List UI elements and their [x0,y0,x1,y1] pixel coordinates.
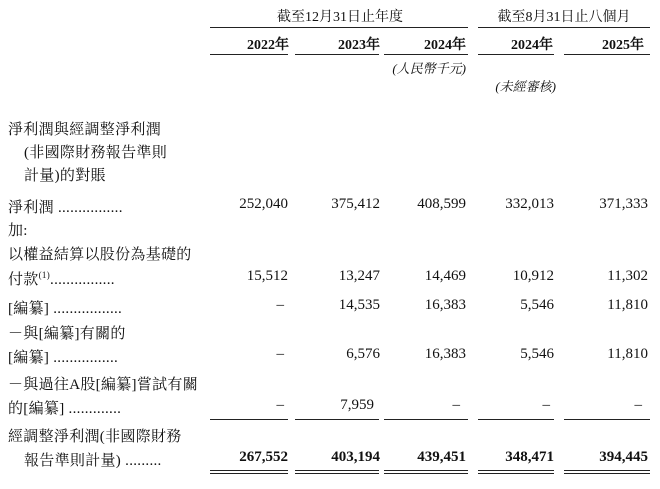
row-adjusted-2024-fy: 439,451 [417,449,466,465]
total-double-rule-b-2022 [210,473,288,474]
row-redacted-2024-fy: 16,383 [424,297,466,313]
year-header-2023-underline [295,54,379,55]
row-redacted-2025: 11,810 [607,297,648,313]
year-header-2025-underline [564,54,650,55]
total-double-rule-a-2022 [210,470,288,471]
row-a-share-2024-8m: – [542,397,550,413]
row-adjusted-2025: 394,445 [599,449,648,465]
row-net-profit-2024-fy: 408,599 [417,196,466,212]
row-share-based-2025: 11,302 [607,268,648,284]
unit-label: (人民幣千元) [392,61,466,76]
row-redacted-2023: 14,535 [338,297,380,313]
year-header-2024-8m-underline [478,54,554,55]
row-redacted-2024-8m: 5,546 [520,297,554,313]
total-double-rule-b-2024-fy [384,473,468,474]
total-double-rule-a-2024-fy [384,470,468,471]
section-title-line-2: (非國際財務報告準則 [24,145,167,161]
row-net-profit-2022: 252,040 [239,196,288,212]
subtotal-rule-2024-fy [384,419,468,420]
row-a-share-label-line-1: －與過往A股[編纂]嘗試有關 [8,377,199,393]
row-related-2024-fy: 16,383 [424,346,466,362]
row-share-based-label-line-1: 以權益結算以股份為基礎的 [8,247,192,263]
row-redacted-2022: – [276,297,284,313]
unaudited-label: (未經審核) [495,79,556,94]
row-a-share-2022: – [276,397,284,413]
row-a-share-2023: 7,959 [340,397,374,413]
row-share-based-label-text: 付款 [8,272,39,288]
year-header-2022: 2022年 [247,38,289,53]
year-header-2024-8m: 2024年 [511,38,553,53]
row-share-based-label-line-2 [8,268,115,289]
year-header-2025: 2025年 [602,38,644,53]
row-net-profit-2024-8m: 332,013 [505,196,554,212]
row-share-based-2023: 13,247 [338,268,380,284]
year-header-2023: 2023年 [338,38,380,53]
row-adjusted-label-line-2: 報告準則計量) ......... [24,453,162,469]
row-share-based-2024-8m: 10,912 [512,268,554,284]
row-share-based-2024-fy: 14,469 [424,268,466,284]
year-header-2024-fy-underline [384,54,468,55]
row-net-profit-2023: 375,412 [331,196,380,212]
group-header-eight-months: 截至8月31日止八個月 [497,10,631,25]
total-double-rule-a-2024-8m [478,470,554,471]
row-adjusted-label-line-1: 經調整淨利潤(非國際財務 [8,429,182,445]
row-adjusted-2023: 403,194 [331,449,380,465]
row-related-label-line-2: [編纂] ................ [8,350,119,366]
group-header-fiscal-year: 截至12月31日止年度 [277,10,403,25]
row-a-share-label-line-2: 的[編纂] ............. [8,401,122,417]
row-net-profit-label: 淨利潤 ................ [8,200,123,216]
section-title-line-1: 淨利潤與經調整淨利潤 [8,122,162,138]
row-a-share-2024-fy: – [452,397,460,413]
row-adjusted-2024-8m: 348,471 [505,449,554,465]
row-redacted-label: [編纂] ................. [8,301,123,317]
row-related-2024-8m: 5,546 [520,346,554,362]
row-add-label: 加: [8,223,28,239]
row-related-label-line-1: －與[編纂]有關的 [8,326,126,342]
total-double-rule-a-2023 [295,470,379,471]
subtotal-rule-2022 [210,419,288,420]
row-related-2022: – [276,346,284,362]
row-adjusted-2022: 267,552 [239,449,288,465]
year-header-2024-fy: 2024年 [424,38,466,53]
section-title-line-3: 計量)的對賬 [24,168,106,184]
total-double-rule-b-2023 [295,473,379,474]
group-header-eight-months-underline [478,27,650,28]
total-double-rule-b-2025 [564,473,650,474]
row-related-2023: 6,576 [346,346,380,362]
subtotal-rule-2025 [564,419,650,420]
footnote-marker: (1) [38,270,51,280]
row-share-based-dots: ................ [50,272,115,288]
subtotal-rule-2024-8m [478,419,554,420]
year-header-2022-underline [210,54,288,55]
subtotal-rule-2023 [295,419,379,420]
row-net-profit-2025: 371,333 [599,196,648,212]
total-double-rule-a-2025 [564,470,650,471]
row-related-2025: 11,810 [607,346,648,362]
group-header-fiscal-year-underline [210,27,468,28]
row-a-share-2025: – [634,397,642,413]
row-share-based-2022: 15,512 [246,268,288,284]
total-double-rule-b-2024-8m [478,473,554,474]
